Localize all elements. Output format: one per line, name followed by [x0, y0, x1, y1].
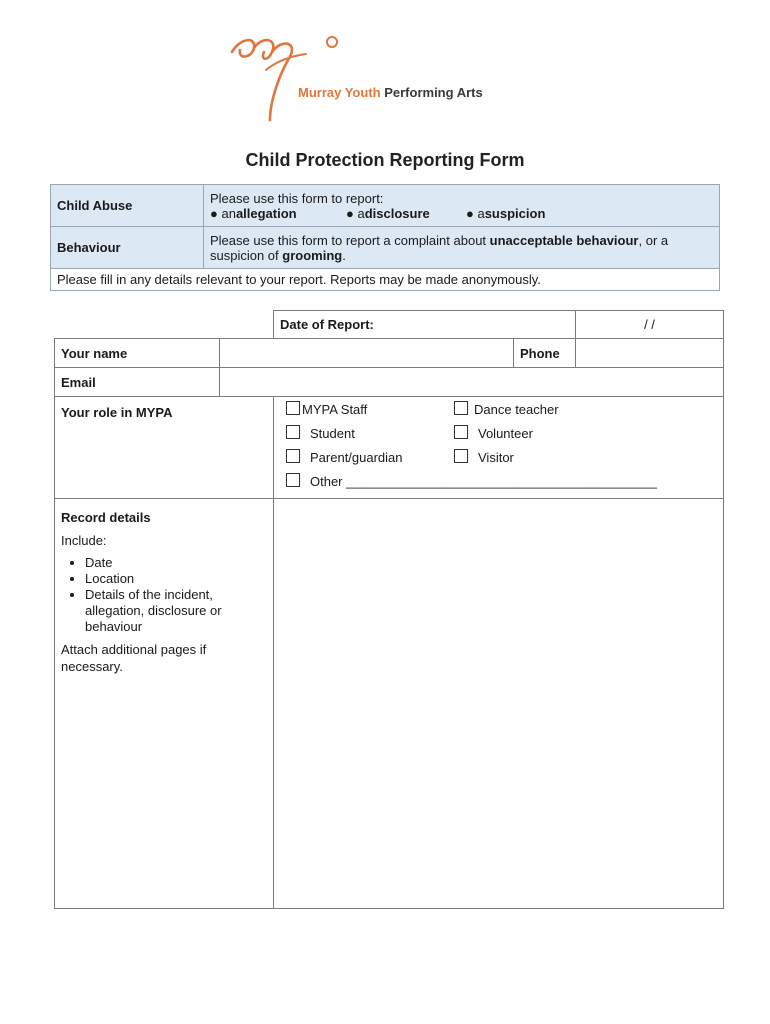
record-label: Record details [61, 510, 151, 525]
phone-field[interactable] [576, 339, 724, 368]
bullet-word: suspicion [484, 205, 546, 221]
role-label: Your role in MYPA [55, 397, 274, 499]
role-parent-guardian[interactable] [286, 449, 403, 465]
date-field[interactable]: / / [576, 311, 724, 339]
page-title: Child Protection Reporting Form [245, 150, 525, 170]
role-label-text: Parent/guardian [310, 450, 403, 465]
role-dance-teacher[interactable] [454, 401, 559, 417]
role-label-text: Student [310, 426, 355, 441]
behaviour-text-c: , or a suspicion of [210, 232, 669, 263]
checkbox-icon[interactable] [286, 473, 300, 487]
anonymous-note: Please fill in any details relevant to your report. Reports may be made anonymously. [51, 269, 720, 291]
checkbox-icon[interactable] [286, 449, 300, 463]
role-volunteer[interactable] [454, 425, 533, 441]
role-label-text: Volunteer [478, 426, 533, 441]
logo-brand-orange: Murray Youth [298, 85, 381, 100]
intro-table [50, 184, 720, 291]
role-visitor[interactable] [454, 449, 514, 465]
phone-label: Phone [514, 339, 576, 368]
checkbox-icon[interactable] [286, 401, 300, 415]
include-label: Include: [61, 533, 107, 548]
record-details-instructions [55, 499, 274, 909]
behaviour-text-b: unacceptable behaviour [489, 232, 639, 248]
behaviour-text [204, 227, 720, 269]
dancer-swirl-icon [226, 30, 366, 126]
behaviour-text-e: . [342, 247, 346, 263]
behaviour-text-a: Please use this form to report a complaint about [210, 232, 490, 248]
bullet-prefix: ● an [210, 205, 236, 221]
bullet-disclosure [346, 206, 466, 221]
bullet-allegation [210, 206, 346, 221]
role-label-text: Visitor [478, 450, 514, 465]
role-label-text: Dance teacher [474, 402, 559, 417]
behaviour-label: Behaviour [51, 227, 204, 269]
bullet-word: disclosure [364, 205, 430, 221]
attach-note: Attach additional pages if necessary. [61, 642, 207, 674]
checkbox-icon[interactable] [286, 425, 300, 439]
checkbox-icon[interactable] [454, 401, 468, 415]
bullet-word: allegation [235, 205, 297, 221]
report-form-table [54, 310, 724, 909]
checkbox-icon[interactable] [454, 449, 468, 463]
role-label-text: Other ___________________________________________ [310, 474, 658, 489]
checkbox-icon[interactable] [454, 425, 468, 439]
role-mypa-staff[interactable] [286, 401, 367, 417]
record-details-field[interactable] [274, 499, 724, 909]
email-field[interactable] [220, 368, 724, 397]
list-item: • Details of the incident, allegation, disclosure or behaviour [85, 587, 267, 635]
child-abuse-text: Please use this form to report: [210, 190, 384, 206]
date-label: Date of Report: [274, 311, 576, 339]
list-item: • Location [85, 571, 267, 587]
include-list [61, 555, 267, 635]
email-label: Email [55, 368, 220, 397]
form-blank-corner [55, 311, 274, 339]
bullet-prefix: ● a [346, 205, 365, 221]
child-abuse-cell [204, 185, 720, 227]
role-other[interactable] [286, 473, 657, 489]
child-abuse-label: Child Abuse [51, 185, 204, 227]
role-label-text: MYPA Staff [302, 402, 368, 417]
behaviour-text-d: grooming [282, 247, 343, 263]
logo-wordmark [298, 85, 483, 100]
name-label: Your name [55, 339, 220, 368]
logo-brand-grey: Performing Arts [384, 85, 483, 100]
bullet-prefix: ● a [466, 205, 485, 221]
logo [226, 30, 516, 126]
name-field[interactable] [220, 339, 514, 368]
role-student[interactable] [286, 425, 355, 441]
role-options [274, 397, 724, 499]
list-item: • Date [85, 555, 267, 571]
report-types [210, 206, 713, 221]
bullet-suspicion [466, 206, 545, 221]
